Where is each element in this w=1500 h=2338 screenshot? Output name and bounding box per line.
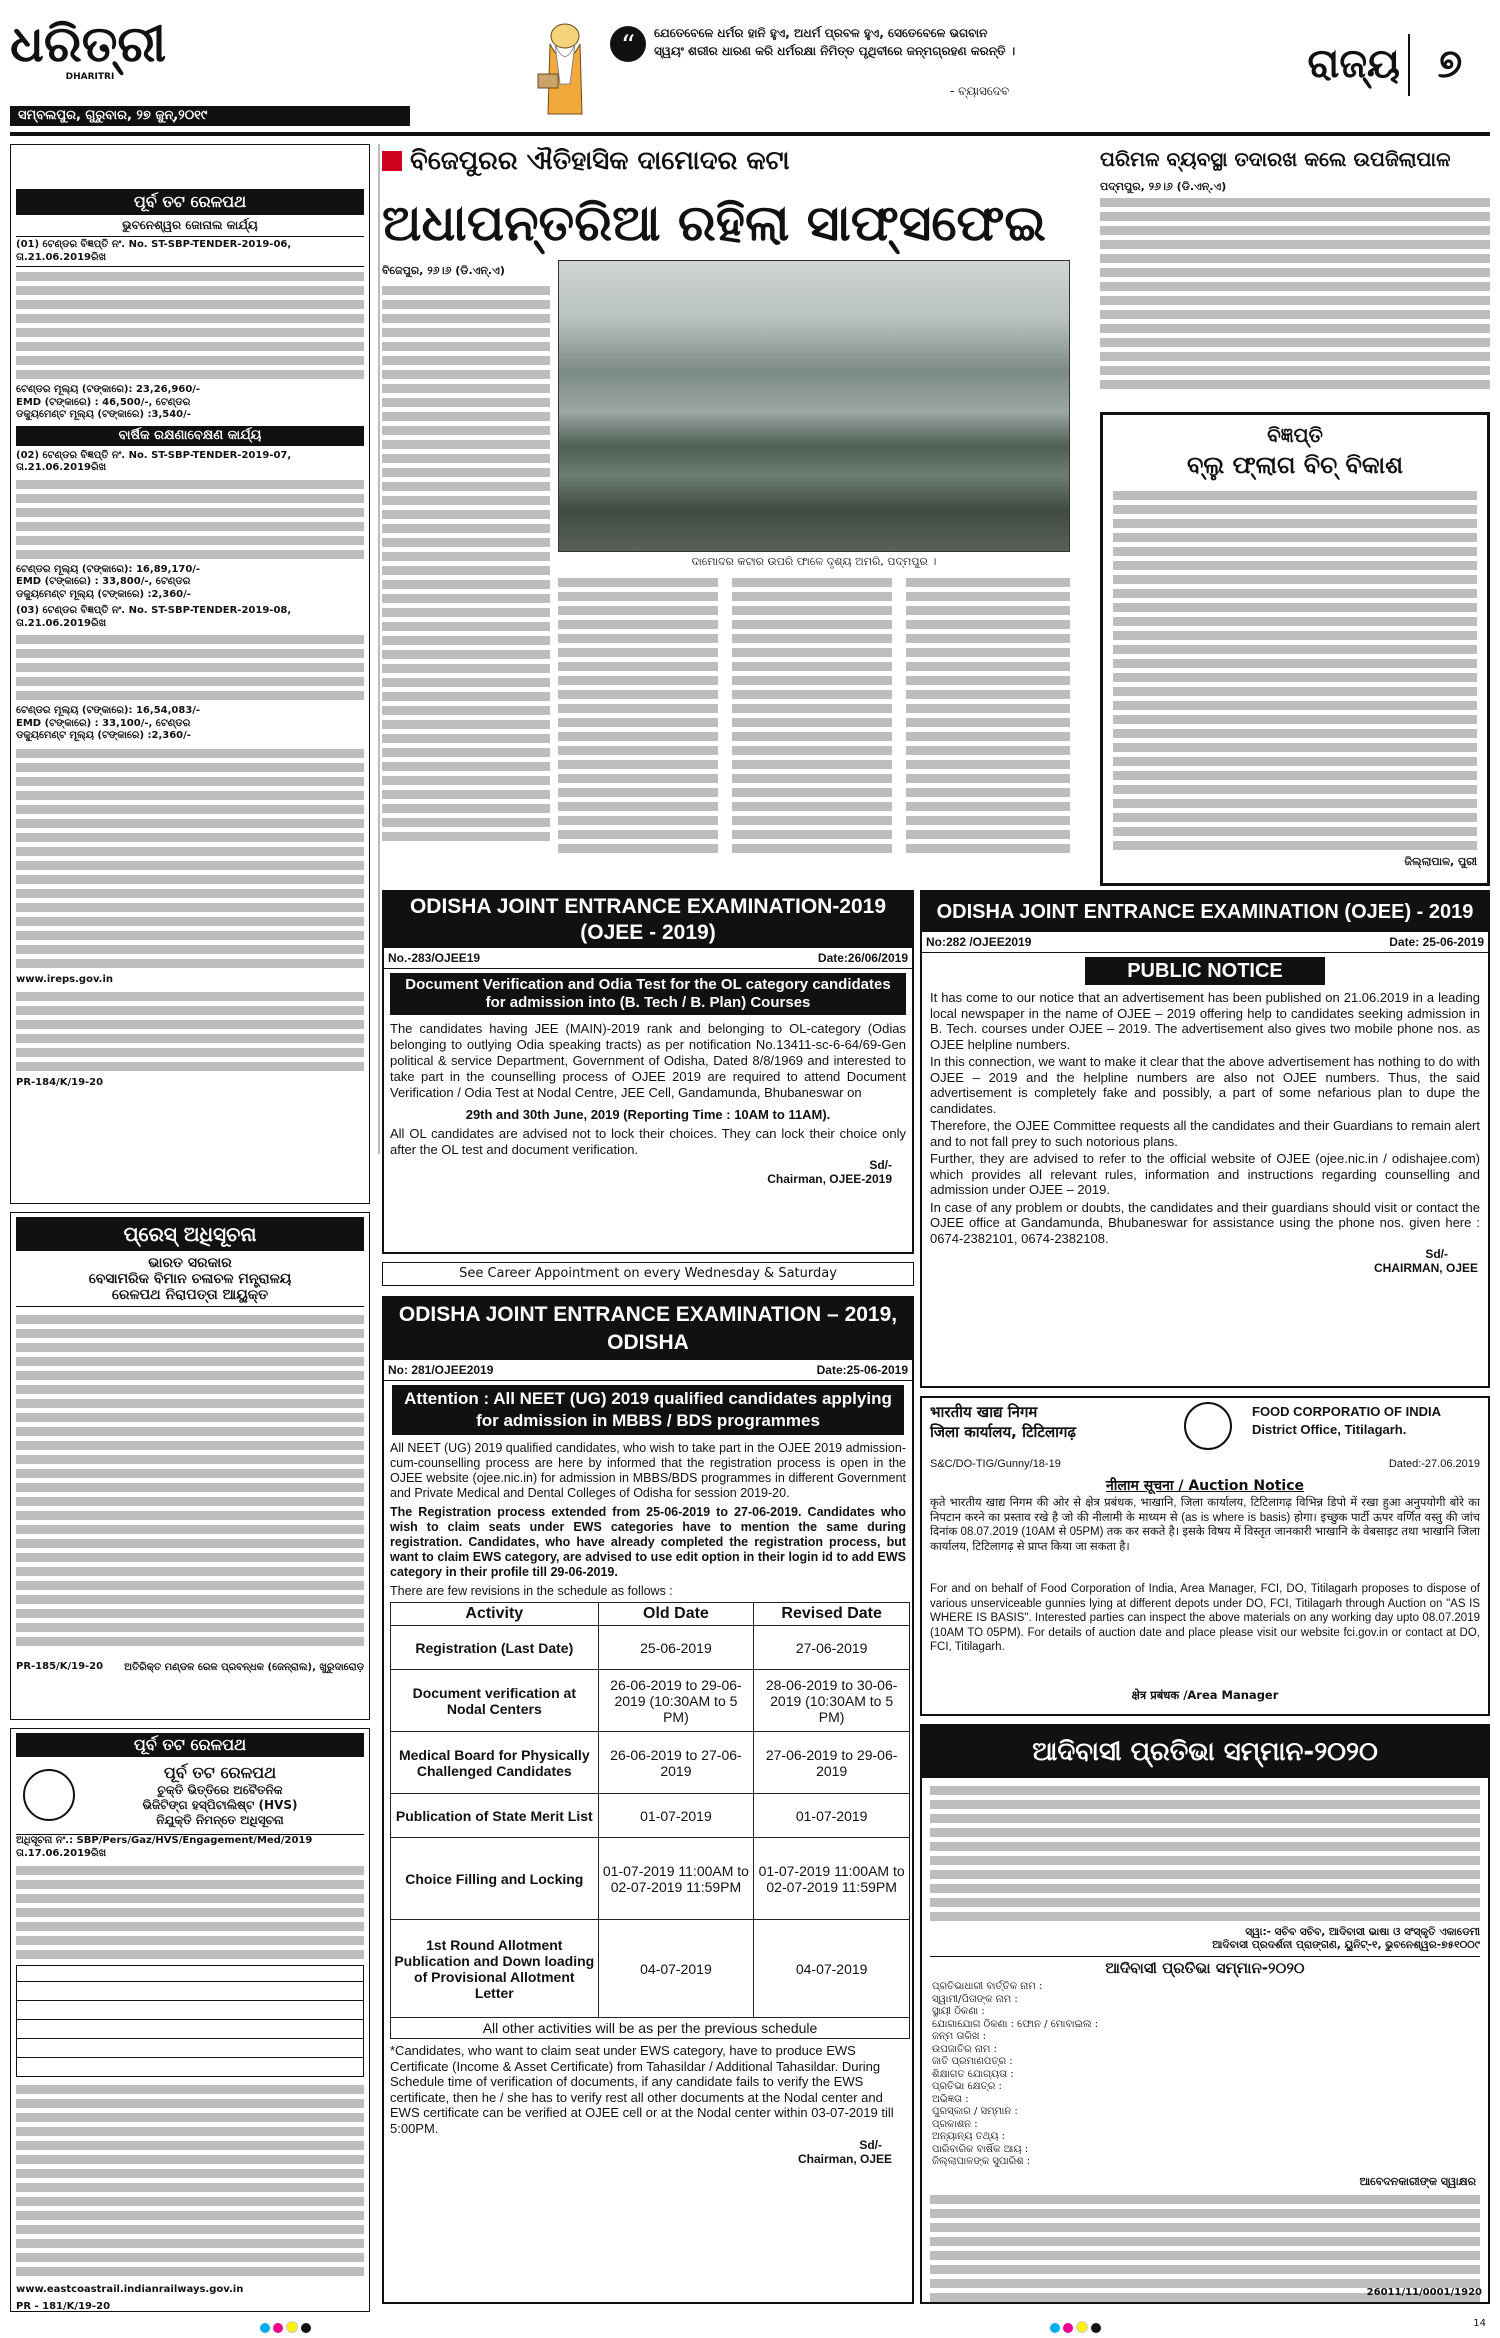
hvs-code: PR - 181/K/19-20 [16, 2300, 111, 2312]
ojee2-body: All NEET (UG) 2019 qualified candidates, who wish to take part in the OJEE 2019 admission-cum-counselling process are here by informed that the registration process is open in the OJEE website (ojee.nic.in) for admission in MBBS/BDS programmes in different Government and Private Medical and Dental Colleges of Odisha for session 2019-20. [390, 1441, 907, 1500]
ojee1-sign1: Sd/- [869, 1158, 892, 1172]
ojee3-p2: In this connection, we want to make it clear that the above advertisement has nothing to do with OJEE – 2019 and the helpline numbers are also not OJEE numbers. Thus, the said advertisement is completely fake and possibly, a part of some nefarious plan to dupe the candidates. [930, 1054, 1480, 1116]
dateline-bar: ସମ୍ବଲପୁର, ଗୁରୁବାର, ୨୭ ଜୁନ୍,୨୦୧୯ [10, 106, 410, 126]
table-header-row [391, 1603, 910, 1626]
lead-body-col2 [558, 578, 718, 858]
ojee3-sign2: CHAIRMAN, OJEE [1373, 1261, 1478, 1275]
press-heading-2: ବେସାମରିକ ବିମାନ ଚଳାଚଳ ମନ୍ତ୍ରାଳୟ [88, 1271, 292, 1287]
fci-logo-icon [1184, 1402, 1232, 1450]
press-bar: ପ୍ରେସ୍ ଅଧିସୂଚନା [16, 1217, 364, 1251]
hvs-heading-3: ଭିଜିଟିଙ୍ଗ ହସ୍ପିଟାଲିଷ୍ଟ (HVS) [142, 1798, 298, 1812]
table-footer: All other activities will be as per the previous schedule [391, 2018, 910, 2039]
revised-date-cell: 01-07-2019 [754, 1794, 910, 1838]
ad-code: PR-184/K/19-20 [16, 1077, 104, 1088]
ojee3-p4: Further, they are advised to refer to the official website of OJEE (ojee.nic.in / odishajee.com) which provides all relevant rules, information and instructions regarding counselling and admission under OJEE – 2019. [930, 1151, 1480, 1197]
ojee-public-notice [920, 890, 1490, 1388]
adivasi-form-head: ଆଦିବାସୀ ପ୍ରତିଭା ସମ୍ମାନ-୨୦୨୦ [930, 1956, 1480, 1977]
hvs-recruitment-ad [10, 1728, 370, 2312]
table-row [391, 1626, 910, 1670]
adivasi-form [922, 1981, 1488, 2169]
schedule-table [390, 1602, 910, 2039]
yellow-dot [286, 2321, 298, 2333]
lead-body-col4 [906, 578, 1070, 858]
ad-subhead: ଭୁବନେଶ୍ୱର ଜୋନାଲ କାର୍ଯ୍ୟ [122, 218, 258, 232]
revised-date-cell: 27-06-2019 [754, 1626, 910, 1670]
lead-dateline: ବିଜେପୁର, ୨୬।୬ (ଡି.ଏନ୍.ଏ) [382, 264, 505, 277]
form-item: ସ୍ଥାୟୀ ଠିକଣା : [932, 2006, 985, 2017]
tender-2-text [16, 480, 364, 559]
fci-hindi-name: भारतीय खाद्य निगम [930, 1403, 1038, 1421]
form-item: ଜିଲ୍ଲାପାଳଙ୍କ ସୁପାରିଶ : [932, 2156, 1031, 2167]
lead-body-col3 [732, 578, 892, 858]
form-item: ଶିକ୍ଷାଗତ ଯୋଗ୍ୟତା : [932, 2068, 1014, 2080]
adivasi-award-ad [920, 1724, 1490, 2304]
activity-cell: Medical Board for Physically Challenged Candidates [391, 1732, 599, 1794]
cyan-dot [1050, 2323, 1060, 2333]
sage-illustration [530, 14, 600, 118]
tender-conditions-text [16, 749, 364, 968]
fci-sign: क्षेत्र प्रबंधक /Area Manager [1131, 1688, 1279, 1702]
form-item: ଜନ୍ମ ତାରିଖ : [932, 2031, 987, 2042]
tender-3-ref: (03) ଟେଣ୍ଡର ବିଜ୍ଞପ୍ତି ନଂ. No. ST-SBP-TENDER-2019-08, ତା.21.06.2019ରିଖ [16, 605, 292, 629]
fci-en-name: FOOD CORPORATIO OF INDIA [1252, 1404, 1441, 1419]
ojee2-sign1: Sd/- [859, 2138, 882, 2152]
form-item: ଅଭିଜ୍ଞତା : [932, 2093, 969, 2105]
ojee-ol-notice [382, 890, 914, 1254]
form-item: ପ୍ରତିଭା କ୍ଷେତ୍ର : [932, 2081, 1002, 2092]
ojee1-body: The candidates having JEE (MAIN)-2019 rank and belonging to OL-category (Odias belonging to outlying Odia speaking tracts) as per notification No.13411-sc-6-64/69-Gen political & service Department, Government of Odisha, Dated 8/8/1969 and interested to take part in the counselling process of OJEE 2019 are required to attend Document Verification / Odia Test at Nodal Centre, JEE Cell, Gandamunda, Bhubaneswar on [390, 1021, 906, 1100]
kicker-square-icon [382, 151, 402, 171]
revised-date-cell: 27-06-2019 to 29-06-2019 [754, 1732, 910, 1794]
tender-1-value: ଟେଣ୍ଡର ମୂଲ୍ୟ (ଟଙ୍କାରେ): 23,26,960/- [16, 384, 201, 395]
notice-subtitle: ବ୍ଲୁ ଫ୍ଲାଗ ବିଚ୍ ବିକାଶ [1187, 451, 1403, 479]
tender-1-emd: EMD (ଟଙ୍କାରେ) : 46,500/-, ଟେଣ୍ଡର [16, 396, 191, 408]
ad-bar: ପୂର୍ବ ତଟ ରେଳପଥ [16, 189, 364, 215]
ojee1-sign2: Chairman, OJEE-2019 [767, 1172, 892, 1186]
fci-hindi-body: कृते भारतीय खाद्य निगम की ओर से क्षेत्र प्रबंधक, भाखानि, जिला कार्यालय, टिटिलागढ़ विभिन्न डिपो में रखा हुआ अनुपयोगी बोरे का निपटान करने का प्रस्ताव रखे है जो की नीलामी के माध्यम से (as is where is basis) होगा। इच्छुक पार्टी ऊपर वर्णित वस्तु की जांच दिनांक 08.07.2019 (10AM से 05PM) तक कर सकते है। इसके विषय में विस्तृत जानकारी भाखानि के वेबसाइट तथा भाखानि जिला कार्यालय, टिटिलागढ़ से प्राप्त किया जा सकता है। [930, 1497, 1480, 1553]
section-divider [1408, 34, 1410, 96]
notice-body [1113, 491, 1477, 850]
adivasi-intro [930, 1786, 1480, 1921]
career-strip: See Career Appointment on every Wednesday & Saturday [382, 1262, 914, 1286]
section-name: ରାଜ୍ୟ [1307, 41, 1400, 87]
quote-line-1: ଯେତେବେଳେ ଧର୍ମର ହାନି ହୁଏ, ଅଧର୍ମ ପ୍ରବଳ ହୁଏ, ସେତେବେଳେ ଭଗବାନ [654, 26, 988, 40]
old-date-cell: 01-07-2019 11:00AM to 02-07-2019 11:59PM [598, 1838, 754, 1920]
registration-marks-right [1050, 2318, 1170, 2330]
adivasi-sign2: ଆଦିବାସୀ ପ୍ରଦର୍ଶନୀ ପ୍ରାଙ୍ଗଣ, ୟୁନିଟ୍-୧, ଭୁବନେଶ୍ୱର-୭୫୧୦୦୯ [1212, 1939, 1480, 1951]
table-row [391, 1794, 910, 1838]
col-old-date: Old Date [598, 1603, 754, 1626]
hvs-heading-4: ନିଯୁକ୍ତି ନିମନ୍ତେ ଅଧିସୂଚନା [156, 1813, 284, 1827]
ojee1-ref: No.-283/OJEE19 [388, 951, 481, 965]
magenta-dot [1063, 2323, 1073, 2333]
quote-icon: “ [610, 26, 646, 62]
revised-date-cell: 04-07-2019 [754, 1920, 910, 2018]
revised-date-cell: 01-07-2019 11:00AM to 02-07-2019 11:59PM [754, 1838, 910, 1920]
adivasi-banner: ଆଦିବାସୀ ପ୍ରତିଭା ସମ୍ମାନ-୨୦୨୦ [922, 1726, 1488, 1778]
tender-1-ref: (01) ଟେଣ୍ଡର ବିଜ୍ଞପ୍ତି ନଂ. No. ST-SBP-TENDER-2019-06, ତା.21.06.2019ରିଖ [16, 236, 364, 267]
railway-tender-ad [10, 144, 370, 1204]
ojee3-ref: No:282 /OJEE2019 [926, 935, 1032, 949]
tender-2-emd: EMD (ଟଙ୍କାରେ) : 33,800/-, ଟେଣ୍ଡର [16, 576, 191, 587]
photo-caption: ଦାମୋଦର କଟାର ଉପରି ଫାଳେ ଦୃଶ୍ୟ ଅମରି, ପଦ୍ମପୁର । [691, 555, 937, 568]
logo-subtext: DHARITRI [65, 72, 115, 82]
fci-auction-notice [920, 1396, 1490, 1716]
quote-line-2: ସ୍ୱୟଂ ଶରୀର ଧାରଣ କରି ଧର୍ମରକ୍ଷା ନିମିତ୍ତ ପୃଥିବୀରେ ଜନ୍ମଗ୍ରହଣ କରନ୍ତି । [654, 44, 1016, 58]
table-row [391, 1670, 910, 1732]
revised-date-cell: 28-06-2019 to 30-06-2019 (10:30AM to 5 PM) [754, 1670, 910, 1732]
ojee1-title-1: ODISHA JOINT ENTRANCE EXAMINATION-2019 [409, 895, 887, 918]
blue-flag-notice [1100, 412, 1490, 886]
hvs-ref: ଅଧିସୂଚନା ନଂ.: SBP/Pers/Gaz/HVS/Engagement/Med/2019 ତା.17.06.2019ରିଖ [16, 1834, 364, 1860]
fci-hindi-office: जिला कार्यालय, टिटिलागढ़ [930, 1423, 1076, 1441]
ojee2-date: Date:25-06-2019 [816, 1363, 908, 1377]
page-folio: 14 [1473, 2318, 1486, 2329]
ojee1-when: 29th and 30th June, 2019 (Reporting Time : 10AM to 11AM). [465, 1107, 831, 1122]
ojee1-body2: All OL candidates are advised not to lock their choices. They can lock their choice only after the OL test and document verification. [390, 1126, 906, 1157]
yellow-dot [1076, 2321, 1088, 2333]
fci-ref: S&C/DO-TIG/Gunny/18-19 [930, 1458, 1061, 1470]
ad-bar-2: ବାର୍ଷିକ ରକ୍ଷଣାବେକ୍ଷଣ କାର୍ଯ୍ୟ [16, 426, 364, 446]
ojee-neet-notice [382, 1296, 914, 2304]
ojee3-title: ODISHA JOINT ENTRANCE EXAMINATION (OJEE) - 2019 [922, 892, 1488, 932]
black-dot [301, 2323, 311, 2333]
press-heading-3: ରେଳପଥ ନିରାପତ୍ତା ଆୟୁକ୍ତ [16, 1287, 364, 1307]
col-revised-date: Revised Date [754, 1603, 910, 1626]
hvs-bar: ପୂର୍ବ ତଟ ରେଳପଥ [16, 1733, 364, 1757]
tender-1-doc: ଡକ୍ୟୁମେଣ୍ଟ ମୂଲ୍ୟ (ଟଙ୍କାରେ) :3,540/- [16, 409, 191, 420]
press-heading-1: ଭାରତ ସରକାର [148, 1255, 232, 1271]
ojee3-public-notice: PUBLIC NOTICE [1085, 957, 1325, 985]
ojee3-p3: Therefore, the OJEE Committee requests all the candidates and their Guardians to remain alert and to not fall prey to such notorious plans. [930, 1118, 1480, 1149]
quote-author: - ବ୍ୟାସଦେବ [950, 84, 1010, 98]
tender-website[interactable]: www.ireps.gov.in [16, 973, 114, 985]
black-dot [1091, 2323, 1101, 2333]
fci-date: Dated:-27.06.2019 [1388, 1458, 1480, 1470]
activity-cell: Registration (Last Date) [391, 1626, 599, 1670]
old-date-cell: 26-06-2019 to 27-06-2019 [598, 1732, 754, 1794]
form-item: ପୁରସ୍କାର / ସମ୍ମାନ : [932, 2106, 1018, 2117]
ojee3-p1: It has come to our notice that an advertisement has been published on 21.06.2019 in a leading local newspaper in the name of OJEE – 2019 offering help to candidates seeking admission in B. Tech. courses under OJEE – 2019. The advertisement also gives two mobile phone nos. as OJEE helpline numbers. [930, 990, 1480, 1052]
old-date-cell: 01-07-2019 [598, 1794, 754, 1838]
ojee1-date: Date:26/06/2019 [817, 951, 908, 965]
form-item: ପ୍ରତିଭାଧାରୀ ବାର୍ତ୍ତିକ ନାମ : [932, 1981, 1043, 1992]
tender-2-ref: (02) ଟେଣ୍ଡର ବିଜ୍ଞପ୍ତି ନଂ. No. ST-SBP-TENDER-2019-07, ତା.21.06.2019ରିଖ [16, 449, 292, 473]
ojee2-footnote: *Candidates, who want to claim seat under EWS category, have to produce EWS Certificate (Income & Asset Certificate) from Tahasildar / Additional Tahasildar. During Schedule time of verification of documents, if any candidate fails to verify the EWS certificate, then he / she has to verify rest all other documents at the Nodal center and EWS certificate can be verified at OJEE cell or at the Nodal center within 03-07-2019 till 5:00PM. [390, 2043, 894, 2136]
adivasi-ref: 26011/11/0001/1920 [1366, 2287, 1482, 2298]
river-photo [558, 260, 1070, 552]
ojee3-sign1: Sd/- [1425, 1247, 1448, 1261]
ojee2-revisions: There are few revisions in the schedule as follows : [390, 1584, 673, 1598]
right-headline: ପରିମଳ ବ୍ୟବସ୍ଥା ତଦାରଖ କଲେ ଉପଜିଲାପାଳ [1100, 147, 1451, 171]
ojee2-title-1: ODISHA JOINT ENTRANCE EXAMINATION – 2019, [398, 1303, 898, 1326]
cyan-dot [260, 2323, 270, 2333]
press-body-text [16, 1315, 364, 1646]
tender-3-doc: ଡକ୍ୟୁମେଣ୍ଟ ମୂଲ୍ୟ (ଟଙ୍କାରେ) :2,360/- [16, 730, 191, 741]
fci-notice-title: नीलाम सूचना / Auction Notice [1105, 1478, 1305, 1494]
col2-stories [378, 144, 380, 1154]
hvs-body-text [16, 1866, 364, 1959]
notice-sign: ଜିଲ୍ଲାପାଳ, ପୁରୀ [1404, 855, 1477, 868]
masthead-rule [10, 132, 1490, 136]
lead-headline: ଅଧାପନ୍ତରିଆ ରହିଲା ସାଫ୍‌ସଫେଇ [382, 194, 1047, 252]
kicker-text: ବିଜେପୁରର ଐତିହାସିକ ଦାମୋଦର କଟା [410, 146, 790, 176]
tender-notes-text [16, 992, 364, 1071]
lead-story [382, 144, 1082, 894]
ojee2-ref: No: 281/OJEE2019 [388, 1363, 494, 1377]
tender-2-doc: ଡକ୍ୟୁମେଣ୍ଟ ମୂଲ୍ୟ (ଟଙ୍କାରେ) :2,360/- [16, 588, 191, 600]
table-row [391, 1838, 910, 1920]
press-sign: ଅତିରିକ୍ତ ମଣ୍ଡଳ ରେଳ ପ୍ରବନ୍ଧକ (ଜେନ୍ରାଲ), ଖୁରୁଦାରୋଡ଼ [124, 1661, 364, 1673]
press-notification-ad [10, 1212, 370, 1720]
tender-2-value: ଟେଣ୍ଡର ମୂଲ୍ୟ (ଟଙ୍କାରେ): 16,89,170/- [16, 563, 201, 575]
right-story-body [1100, 198, 1490, 389]
table-footer-row [391, 2018, 910, 2039]
lead-kicker [382, 144, 1082, 178]
ojee2-title-2: ODISHA [607, 1331, 689, 1354]
hvs-heading-1: ପୂର୍ବ ତଟ ରେଳପଥ [163, 1763, 277, 1782]
newspaper-logo [10, 12, 170, 94]
activity-cell: Choice Filling and Locking [391, 1838, 599, 1920]
old-date-cell: 25-06-2019 [598, 1626, 754, 1670]
form-item: ଉପଜାତିର ନାମ : [932, 2043, 997, 2055]
form-item: ଅନ୍ୟାନ୍ୟ ତଥ୍ୟ : [932, 2131, 1006, 2142]
activity-cell: Document verification at Nodal Centers [391, 1670, 599, 1732]
railway-emblem-icon [23, 1769, 75, 1821]
activity-cell: Publication of State Merit List [391, 1794, 599, 1838]
press-code: PR-185/K/19-20 [16, 1661, 104, 1672]
table-row [391, 1732, 910, 1794]
logo-text: ଧରିତ୍ରୀ [10, 14, 167, 73]
form-item: ପ୍ରକାଶନ : [932, 2118, 978, 2130]
hvs-heading-2: ଚୁକ୍ତି ଭିତ୍ତିରେ ଅବୈତନିକ [157, 1783, 283, 1797]
right-top-story [1100, 144, 1490, 404]
tender-1-text [16, 272, 364, 379]
ojee2-body-bold: The Registration process extended from 25-06-2019 to 27-06-2019. Candidates who wish to claim seats under EWS categories have to mention the same during registration. Candidates, who have already completed the registration process, but want to claim EWS category, are advised to use edit option in their login id to add EWS category in their profile till 29-06-2019. [390, 1505, 906, 1579]
right-dateline: ପଦ୍ମପୁର, ୨୬।୬ (ଡି.ଏନ୍.ଏ) [1100, 180, 1227, 193]
tender-3-value: ଟେଣ୍ଡର ମୂଲ୍ୟ (ଟଙ୍କାରେ): 16,54,083/- [16, 705, 201, 716]
ojee1-title-2: (OJEE - 2019) [580, 921, 716, 944]
page-number: ୭ [1437, 41, 1463, 87]
tender-3-text [16, 635, 364, 700]
old-date-cell: 26-06-2019 to 29-06-2019 (10:30AM to 5 PM) [598, 1670, 754, 1732]
form-item: ଯୋଗାଯୋଗ ଠିକଣା : ଫୋନ / ମୋବାଇଲ : [932, 2018, 1099, 2030]
magenta-dot [273, 2323, 283, 2333]
masthead [10, 12, 1490, 130]
form-item: ଜାତି ପ୍ରମାଣପତ୍ର : [932, 2056, 1013, 2067]
old-date-cell: 04-07-2019 [598, 1920, 754, 2018]
adivasi-applicant-sign: ଆବେଦନକାରୀଙ୍କ ସ୍ୱାକ୍ଷର [1359, 2174, 1476, 2188]
form-item: ପାରିବାରିକ ବାର୍ଷିକ ଆୟ : [932, 2143, 1029, 2155]
ojee3-date: Date: 25-06-2019 [1389, 935, 1484, 949]
ojee2-sign2: Chairman, OJEE [797, 2152, 892, 2166]
hvs-conditions-text [16, 2085, 364, 2276]
fci-en-office: District Office, Titilagarh. [1252, 1422, 1407, 1437]
adivasi-sign1: ସ୍ୱା:- ସଚିବ ସଚିବ, ଆଦିବାସୀ ଭାଷା ଓ ସଂସ୍କୃତି ଏକାଡେମୀ [1245, 1926, 1480, 1938]
hvs-table [16, 1965, 364, 2077]
table-row [391, 1920, 910, 2018]
ojee3-p5: In case of any problem or doubts, the candidates and their guardians should visit or contact the OJEE office at Gandamunda, Bhubaneswar for assistance using the phone nos. given here : 0674-2382101, 0674-2382108. [930, 1199, 1480, 1246]
lead-body-col1 [382, 286, 550, 846]
activity-cell: 1st Round Allotment Publication and Down loading of Provisional Allotment Letter [391, 1920, 599, 2018]
form-item: ସ୍ୱାମୀ/ପିତାଙ୍କ ନାମ : [932, 1993, 1018, 2005]
ojee2-attention: Attention : All NEET (UG) 2019 qualified candidates applying for admission in MBBS / BDS programmes [392, 1385, 904, 1435]
registration-marks-left [260, 2318, 380, 2330]
tender-3-emd: EMD (ଟଙ୍କାରେ) : 33,100/-, ଟେଣ୍ଡର [16, 717, 191, 729]
hvs-website[interactable]: www.eastcoastrail.indianrailways.gov.in [16, 2284, 244, 2295]
col-activity: Activity [391, 1603, 599, 1626]
notice-title: ବିଜ୍ଞପ୍ତି [1267, 423, 1323, 447]
fci-en-body: For and on behalf of Food Corporation of India, Area Manager, FCI, DO, Titilagarh proposes to dispose of various unserviceable gunnies lying at different depots under DO, FCI, Titilagarh through Auction on "AS IS WHERE IS BASIS". Interested parties can inspect the above materials on any working day upto 08.07.2019 (10AM TO 05PM). For details of auction date and place please visit our website fci.gov.in or contact at DO, FCI, Titilagarh. [930, 1583, 1480, 1653]
adivasi-notes [930, 2195, 1480, 2302]
ojee1-subject: Document Verification and Odia Test for the OL category candidates for admission into (B. Tech / B. Plan) Courses [390, 973, 906, 1015]
